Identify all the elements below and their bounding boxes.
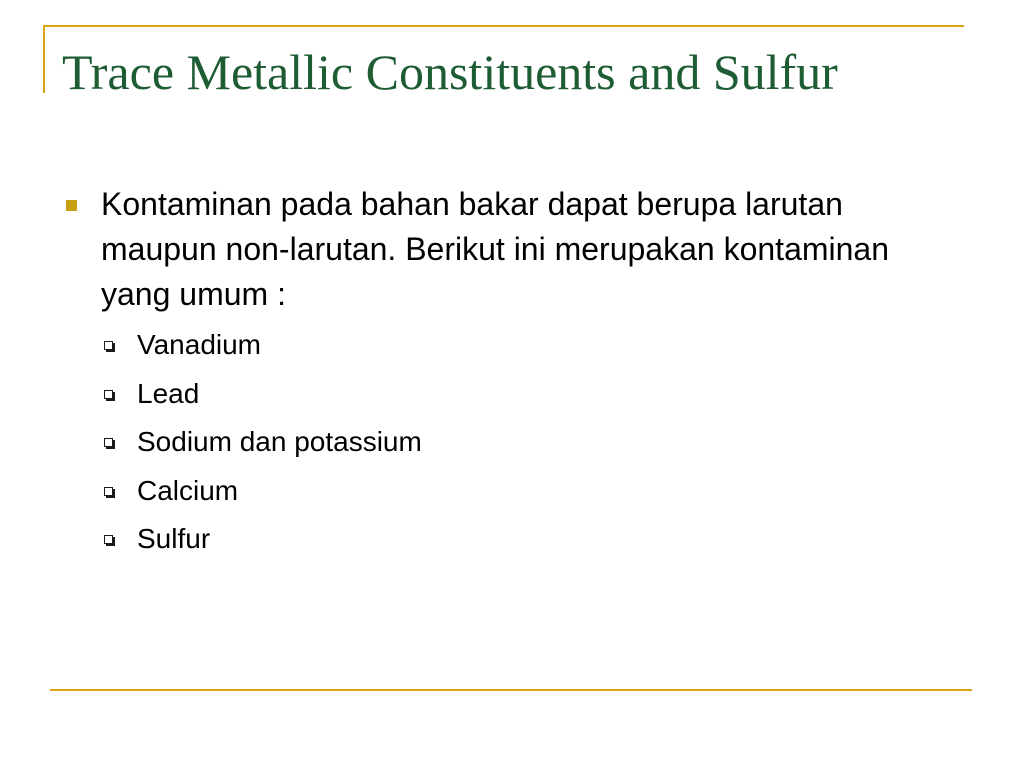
- slide-title: Trace Metallic Constituents and Sulfur: [62, 44, 838, 100]
- list-item-label: Lead: [137, 377, 200, 409]
- list-item: [62, 515, 962, 564]
- filled-square-icon: [66, 200, 77, 211]
- list-item: [62, 370, 962, 419]
- list-item: [62, 418, 962, 467]
- hollow-shadow-square-icon: [104, 341, 115, 352]
- sub-bullet-list: [62, 321, 962, 564]
- hollow-shadow-square-icon: [104, 487, 115, 498]
- title-frame-left-line: [43, 25, 45, 93]
- list-item-label: Sodium dan potassium: [137, 426, 422, 458]
- bullet-text: Kontaminan pada bahan bakar dapat berupa larutan maupun non-larutan. Berikut ini merupakan kontaminan yang umum :: [101, 186, 890, 312]
- list-item: [62, 467, 962, 516]
- bullet-item: [62, 182, 962, 317]
- hollow-shadow-square-icon: [104, 438, 115, 449]
- hollow-shadow-square-icon: [104, 390, 115, 401]
- list-item-label: Vanadium: [137, 329, 262, 360]
- hollow-shadow-square-icon: [104, 535, 115, 546]
- list-item-label: Calcium: [137, 474, 239, 506]
- list-item: [62, 321, 962, 370]
- footer-divider-line: [50, 689, 972, 691]
- title-frame-top-line: [43, 25, 964, 27]
- slide-body: [62, 186, 962, 564]
- list-item-label: Sulfur: [137, 523, 211, 555]
